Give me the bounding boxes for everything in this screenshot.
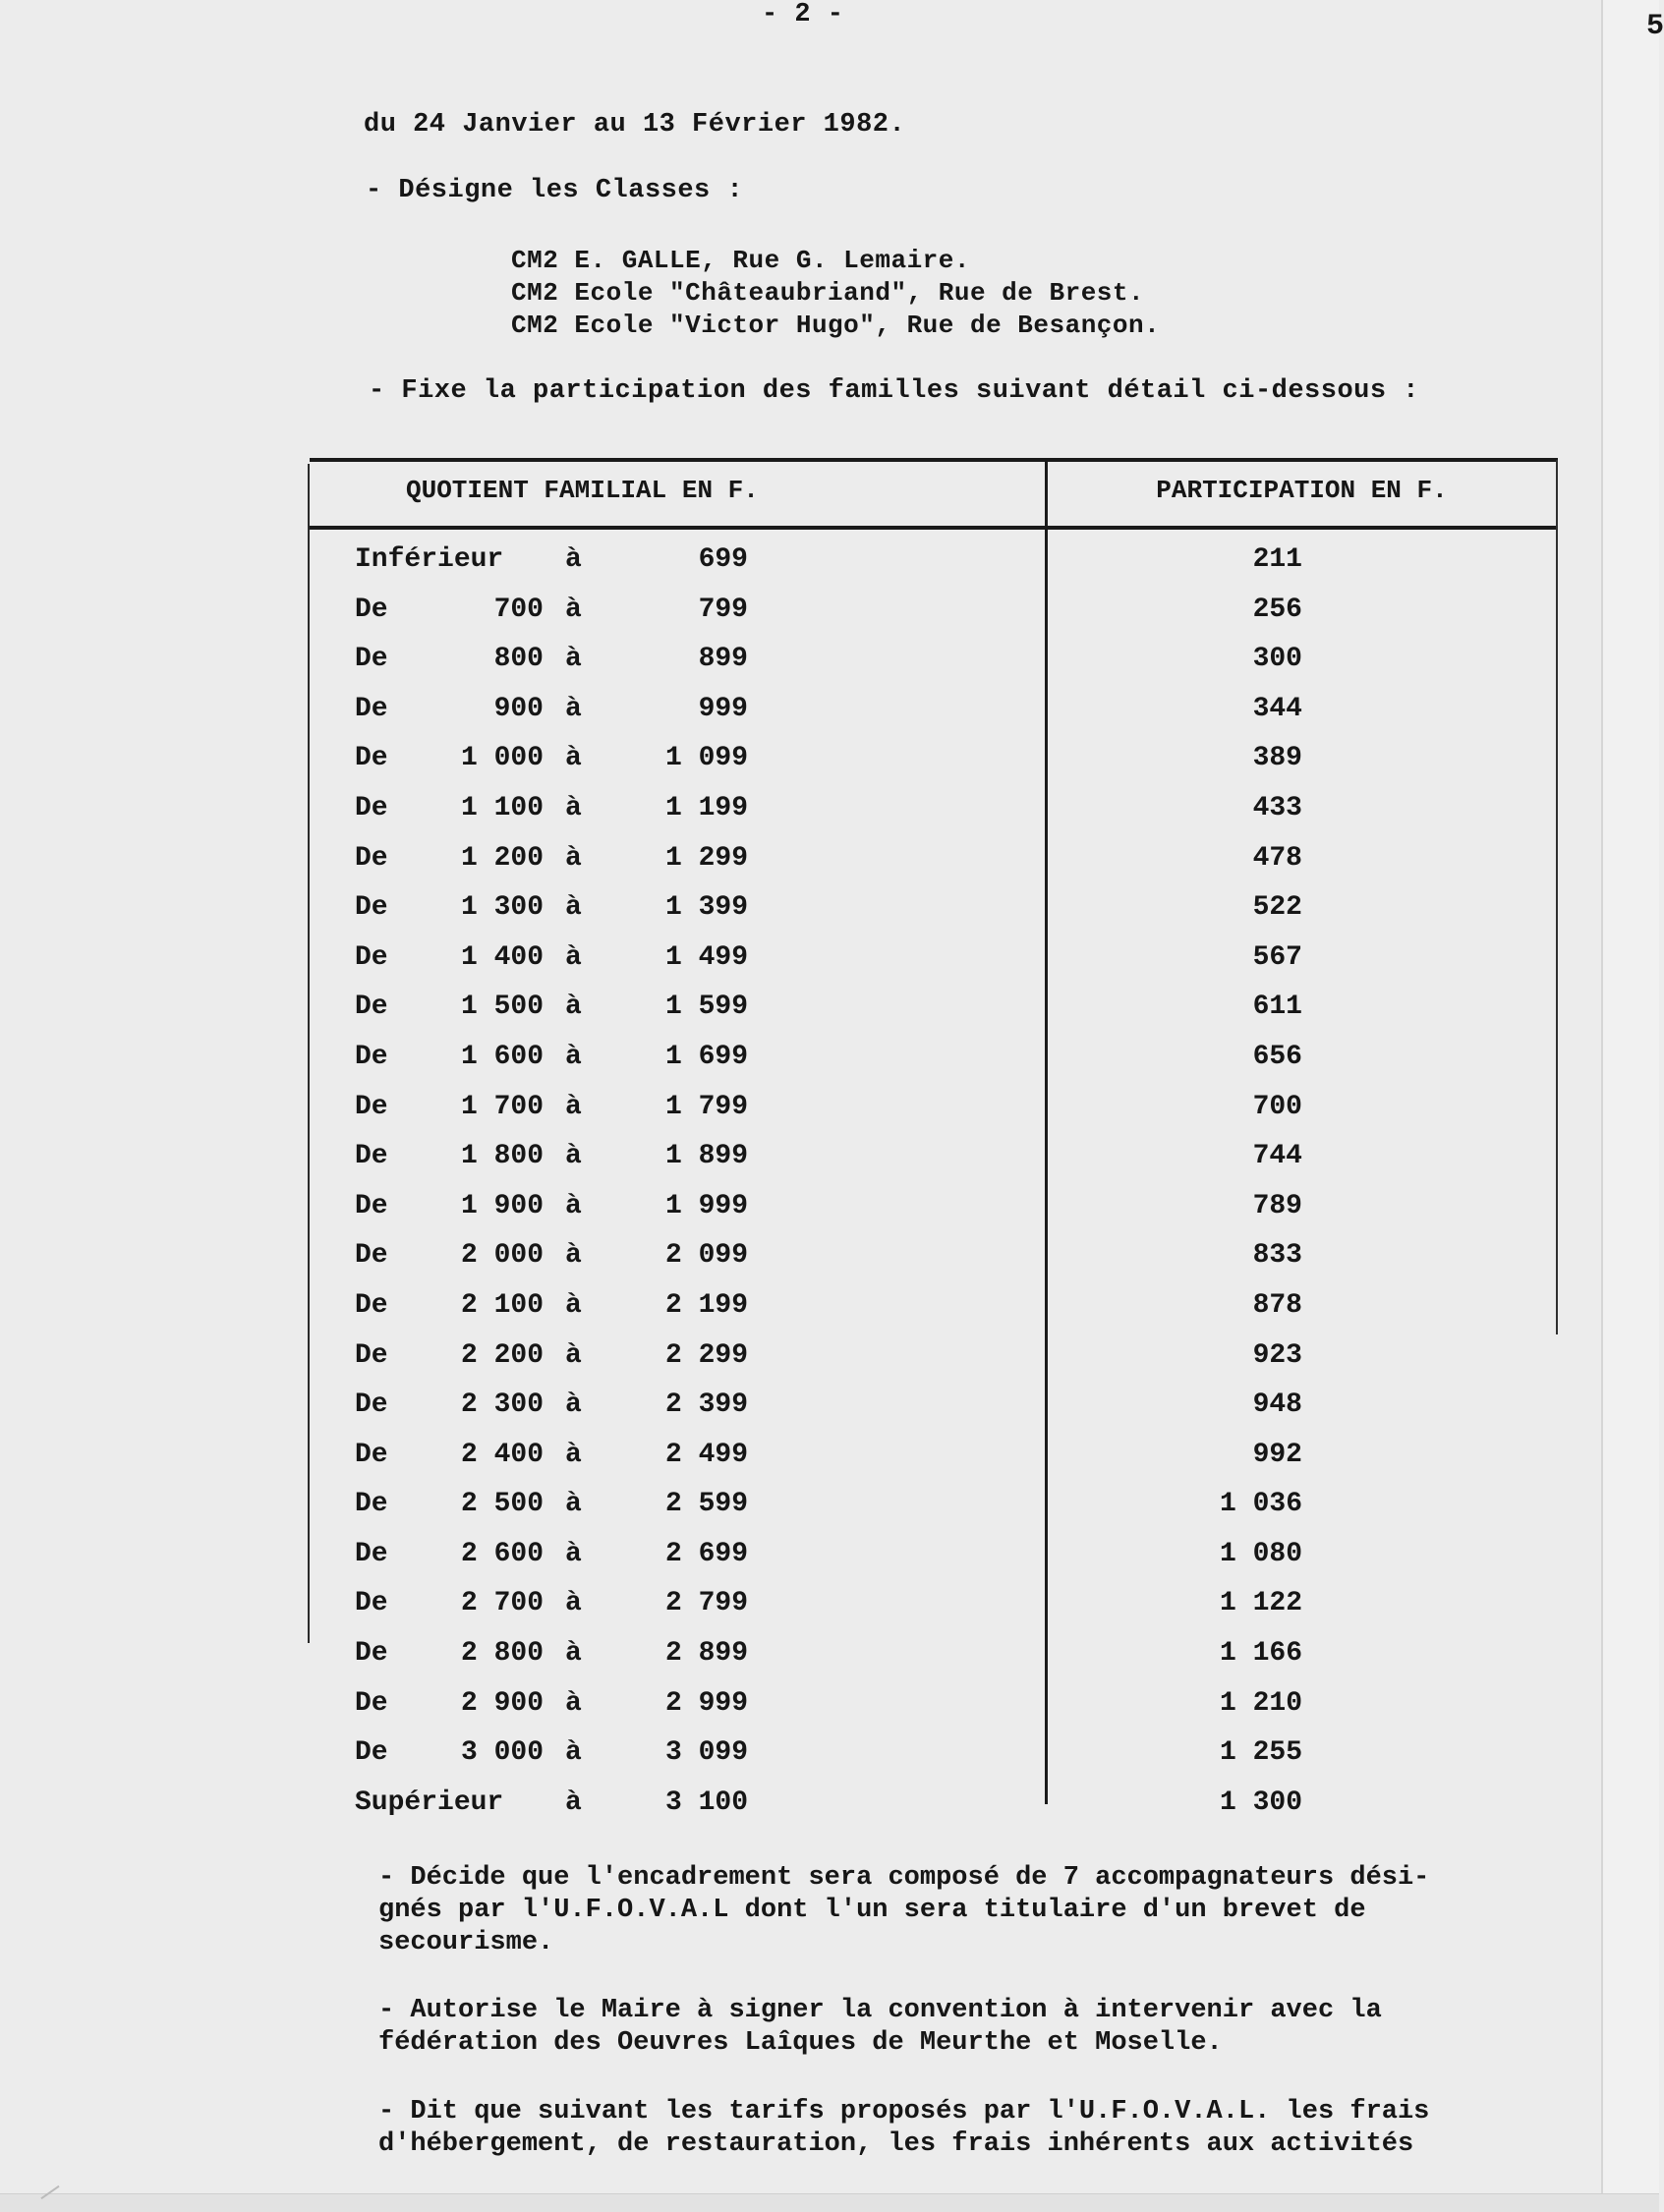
row-a: à: [565, 1141, 582, 1172]
row-label: De: [355, 1289, 388, 1321]
table-row: [308, 1282, 1556, 1333]
paragraph-encadrement: - Décide que l'encadrement sera composé de 7 accompagnateurs dési- gnés par l'U.F.O.V.A.L dont l'un sera titulaire d'un brevet de secourisme.: [378, 1863, 1430, 1957]
paragraph-tarifs: - Dit que suivant les tarifs proposés par l'U.F.O.V.A.L. les frais d'hébergement, de restauration, les frais inhérents aux activités: [378, 2097, 1430, 2159]
row-to: 1 299: [664, 842, 748, 874]
header-quotient: QUOTIENT FAMILIAL EN F.: [406, 476, 759, 505]
row-label: De: [355, 1339, 388, 1371]
row-label: De: [355, 743, 388, 774]
row-a: à: [565, 792, 582, 823]
row-to: 1 199: [664, 792, 748, 823]
table-row: [308, 587, 1556, 637]
row-to: 999: [698, 693, 748, 724]
row-participation: 433: [1252, 792, 1302, 823]
row-a: à: [565, 941, 582, 973]
row-label: Inférieur: [355, 544, 504, 575]
row-to: 699: [698, 544, 748, 575]
row-participation: 567: [1252, 941, 1302, 973]
row-a: à: [565, 1339, 582, 1371]
table-header-rule: [310, 526, 1558, 530]
table-row: [308, 785, 1556, 835]
row-a: à: [565, 644, 582, 675]
row-from: 1 400: [460, 941, 544, 973]
row-participation: 700: [1252, 1091, 1302, 1122]
row-a: à: [565, 544, 582, 575]
participation-table: [308, 458, 1556, 1818]
row-participation: 344: [1252, 693, 1302, 724]
row-a: à: [565, 594, 582, 625]
row-from: 900: [493, 693, 544, 724]
table-row: [308, 1382, 1556, 1432]
table-row: [308, 984, 1556, 1034]
header-participation: PARTICIPATION EN F.: [1156, 476, 1448, 505]
row-a: à: [565, 1787, 582, 1818]
row-participation: 256: [1252, 594, 1302, 625]
row-from: 1 500: [460, 992, 544, 1023]
row-from: 2 800: [460, 1638, 544, 1670]
row-to: 3 100: [664, 1787, 748, 1818]
row-label: De: [355, 644, 388, 675]
row-to: 1 799: [664, 1091, 748, 1122]
row-a: à: [565, 743, 582, 774]
row-participation: 744: [1252, 1141, 1302, 1172]
row-from: 1 800: [460, 1141, 544, 1172]
edge-glyph: 5: [1646, 10, 1664, 43]
page-edge: [1601, 0, 1603, 2211]
table-row: [308, 1531, 1556, 1581]
row-to: 1 399: [664, 892, 748, 924]
row-from: 1 900: [460, 1190, 544, 1221]
row-to: 899: [698, 644, 748, 675]
row-a: à: [565, 693, 582, 724]
row-to: 2 699: [664, 1538, 748, 1569]
row-label: De: [355, 842, 388, 874]
row-to: 2 899: [664, 1638, 748, 1670]
row-from: 1 100: [460, 792, 544, 823]
row-label: De: [355, 1687, 388, 1719]
row-to: 2 099: [664, 1240, 748, 1272]
page-margin-right: [1603, 0, 1659, 2211]
row-participation: 833: [1252, 1240, 1302, 1272]
row-label: De: [355, 1240, 388, 1272]
row-from: 1 300: [460, 892, 544, 924]
table-row: [308, 1034, 1556, 1084]
row-from: 2 700: [460, 1588, 544, 1619]
row-from: 2 000: [460, 1240, 544, 1272]
row-participation: 1 300: [1219, 1787, 1302, 1818]
row-participation: 878: [1252, 1289, 1302, 1321]
row-a: à: [565, 1041, 582, 1072]
table-row: [308, 636, 1556, 686]
row-label: De: [355, 992, 388, 1023]
table-row: [308, 1084, 1556, 1134]
row-label: De: [355, 1141, 388, 1172]
row-from: 2 400: [460, 1439, 544, 1470]
row-a: à: [565, 1737, 582, 1769]
table-row: [308, 1680, 1556, 1730]
row-to: 3 099: [664, 1737, 748, 1769]
table-row: [308, 1232, 1556, 1282]
row-participation: 611: [1252, 992, 1302, 1023]
row-label: De: [355, 1439, 388, 1470]
row-to: 2 299: [664, 1339, 748, 1371]
row-to: 1 599: [664, 992, 748, 1023]
row-a: à: [565, 1390, 582, 1421]
row-label: De: [355, 1041, 388, 1072]
row-label: De: [355, 1638, 388, 1670]
table-right-border: [1556, 460, 1558, 1334]
table-row: [308, 1630, 1556, 1680]
row-a: à: [565, 1687, 582, 1719]
row-from: 800: [493, 644, 544, 675]
row-a: à: [565, 1091, 582, 1122]
row-to: 2 399: [664, 1390, 748, 1421]
row-from: 2 100: [460, 1289, 544, 1321]
row-a: à: [565, 1240, 582, 1272]
paragraph-autorise: - Autorise le Maire à signer la convention à intervenir avec la fédération des Oeuvres Laîques de Meurthe et Moselle.: [378, 1996, 1382, 2058]
row-label: De: [355, 1489, 388, 1520]
row-a: à: [565, 842, 582, 874]
row-a: à: [565, 1190, 582, 1221]
class-item: CM2 E. GALLE, Rue G. Lemaire.: [511, 246, 970, 275]
row-participation: 478: [1252, 842, 1302, 874]
row-from: 1 700: [460, 1091, 544, 1122]
class-item: CM2 Ecole "Châteaubriand", Rue de Brest.: [511, 278, 1145, 308]
class-item: CM2 Ecole "Victor Hugo", Rue de Besançon.: [511, 311, 1161, 340]
row-participation: 1 166: [1219, 1638, 1302, 1670]
table-row: [308, 735, 1556, 785]
table-top-border: [310, 458, 1558, 462]
row-label: De: [355, 1588, 388, 1619]
row-label: De: [355, 693, 388, 724]
row-from: 3 000: [460, 1737, 544, 1769]
row-a: à: [565, 1638, 582, 1670]
row-a: à: [565, 1588, 582, 1619]
row-from: 2 500: [460, 1489, 544, 1520]
page-bottom-edge: [0, 2193, 1659, 2212]
table-row: [308, 884, 1556, 935]
row-participation: 1 080: [1219, 1538, 1302, 1569]
row-participation: 948: [1252, 1390, 1302, 1421]
designate-heading: - Désigne les Classes :: [366, 176, 744, 205]
table-row: [308, 1580, 1556, 1630]
row-to: 2 599: [664, 1489, 748, 1520]
row-participation: 1 036: [1219, 1489, 1302, 1520]
row-to: 2 799: [664, 1588, 748, 1619]
table-row: [308, 1333, 1556, 1383]
row-a: à: [565, 1538, 582, 1569]
row-to: 1 999: [664, 1190, 748, 1221]
row-a: à: [565, 1439, 582, 1470]
row-to: 2 199: [664, 1289, 748, 1321]
row-a: à: [565, 1489, 582, 1520]
row-label: De: [355, 941, 388, 973]
row-participation: 923: [1252, 1339, 1302, 1371]
date-line: du 24 Janvier au 13 Février 1982.: [364, 110, 906, 140]
table-row: [308, 835, 1556, 885]
table-row: [308, 537, 1556, 587]
row-participation: 789: [1252, 1190, 1302, 1221]
row-from: 2 300: [460, 1390, 544, 1421]
table-row: [308, 686, 1556, 736]
row-to: 1 499: [664, 941, 748, 973]
row-label: De: [355, 1190, 388, 1221]
row-participation: 300: [1252, 644, 1302, 675]
row-from: 1 000: [460, 743, 544, 774]
table-row: [308, 1183, 1556, 1233]
row-label: De: [355, 1390, 388, 1421]
row-participation: 389: [1252, 743, 1302, 774]
row-a: à: [565, 992, 582, 1023]
row-from: 2 200: [460, 1339, 544, 1371]
row-to: 1 899: [664, 1141, 748, 1172]
row-label: Supérieur: [355, 1787, 504, 1818]
table-row: [308, 1730, 1556, 1780]
row-participation: 1 122: [1219, 1588, 1302, 1619]
table-row: [308, 1481, 1556, 1531]
row-participation: 522: [1252, 892, 1302, 924]
row-to: 2 499: [664, 1439, 748, 1470]
row-label: De: [355, 892, 388, 924]
table-row: [308, 1780, 1556, 1830]
row-from: 1 200: [460, 842, 544, 874]
row-label: De: [355, 792, 388, 823]
row-from: 1 600: [460, 1041, 544, 1072]
table-row: [308, 935, 1556, 985]
row-participation: 1 255: [1219, 1737, 1302, 1769]
row-from: 700: [493, 594, 544, 625]
participation-heading: - Fixe la participation des familles suivant détail ci-dessous :: [369, 376, 1419, 406]
table-body: [308, 537, 1556, 1829]
row-participation: 211: [1252, 544, 1302, 575]
row-label: De: [355, 1091, 388, 1122]
page-number: - 2 -: [762, 0, 844, 29]
row-from: 2 900: [460, 1687, 544, 1719]
row-participation: 656: [1252, 1041, 1302, 1072]
row-from: 2 600: [460, 1538, 544, 1569]
table-row: [308, 1432, 1556, 1482]
row-label: De: [355, 594, 388, 625]
row-to: 1 699: [664, 1041, 748, 1072]
row-participation: 992: [1252, 1439, 1302, 1470]
row-to: 1 099: [664, 743, 748, 774]
row-to: 2 999: [664, 1687, 748, 1719]
table-row: [308, 1133, 1556, 1183]
row-label: De: [355, 1737, 388, 1769]
row-a: à: [565, 892, 582, 924]
row-to: 799: [698, 594, 748, 625]
row-label: De: [355, 1538, 388, 1569]
row-a: à: [565, 1289, 582, 1321]
row-participation: 1 210: [1219, 1687, 1302, 1719]
